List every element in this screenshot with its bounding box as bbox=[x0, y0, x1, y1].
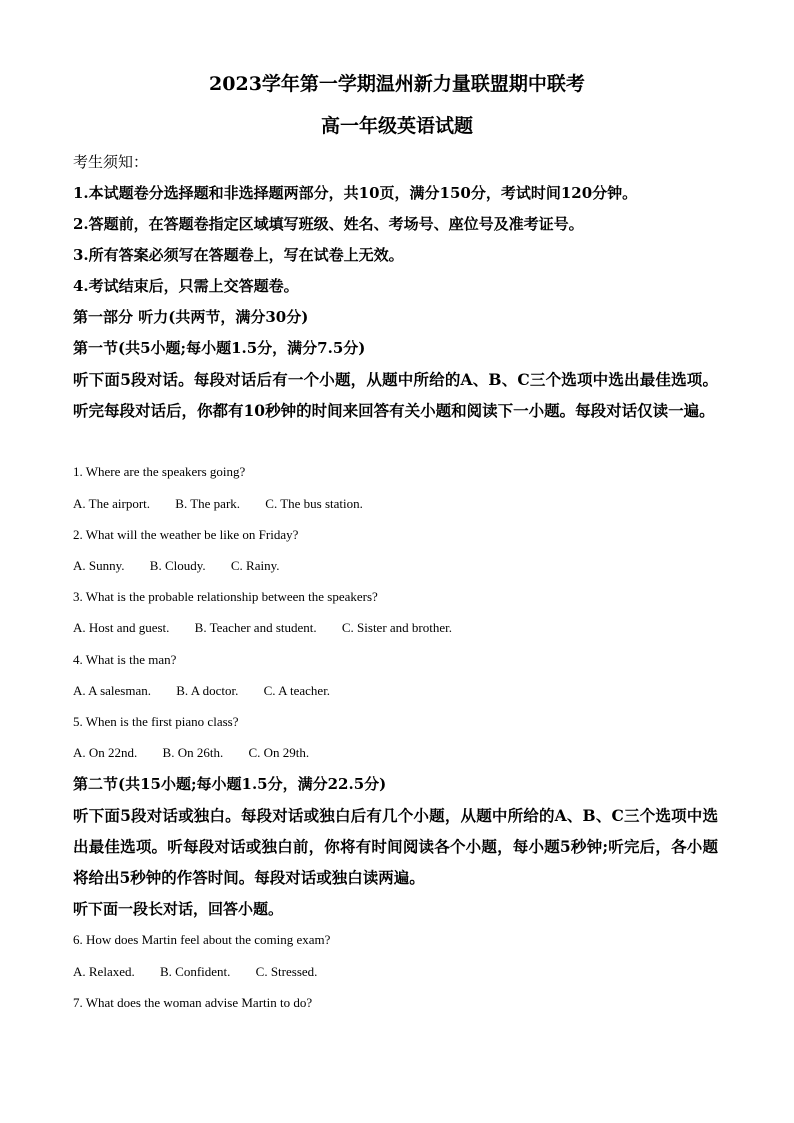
option: B. A doctor. bbox=[176, 683, 239, 698]
question-text: 3. What is the probable relationship between the speakers? bbox=[73, 589, 378, 604]
section1-heading: 第一节(共5小题;每小题1.5分，满分7.5分) bbox=[73, 339, 366, 357]
notice-heading: 考生须知： bbox=[73, 153, 149, 171]
part1-heading: 第一部分 听力(共两节，满分30分) bbox=[73, 308, 309, 326]
notice-item: 1.本试题卷分选择题和非选择题两部分，共10页，满分150分，考试时间120分钟。 bbox=[73, 184, 638, 202]
option: A. Relaxed. bbox=[73, 964, 135, 979]
option: B. The park. bbox=[175, 496, 241, 511]
notice-item: 3.所有答案必须写在答题卷上，写在试卷上无效。 bbox=[73, 246, 404, 264]
option: C. The bus station. bbox=[265, 496, 363, 511]
option: A. A salesman. bbox=[73, 683, 151, 698]
exam-subtitle: 高一年级英语试题 bbox=[320, 115, 473, 137]
question-options bbox=[73, 744, 309, 762]
question-options bbox=[73, 963, 317, 981]
option: C. Sister and brother. bbox=[341, 620, 453, 635]
question-text: 2. What will the weather be like on Friday? bbox=[73, 527, 299, 542]
option: C. Stressed. bbox=[255, 964, 318, 979]
question-options bbox=[73, 682, 330, 700]
option: A. On 22nd. bbox=[73, 745, 138, 760]
question-text: 7. What does the woman advise Martin to do? bbox=[73, 995, 313, 1010]
section1-instructions: 听下面5段对话。每段对话后有一个小题，从题中所给的A、B、C三个选项中选出最佳选项。听完每段对话后，你都有10秒钟的时间来回答有关小题和阅读下一小题。每段对话仅读一遍。 bbox=[73, 370, 718, 420]
option: B. Teacher and student. bbox=[194, 620, 317, 635]
option: A. The airport. bbox=[73, 496, 151, 511]
option: A. Host and guest. bbox=[73, 620, 170, 635]
option: B. Cloudy. bbox=[149, 558, 206, 573]
section2-instructions: 听下面5段对话或独白。每段对话或独白后有几个小题，从题中所给的A、B、C三个选项中选出最佳选项。听每段对话或独白前，你将有时间阅读各个小题，每小题5秒钟;听完后，各小题将给出5秒钟的作答时间。每段对话或独白读两遍。 bbox=[73, 806, 718, 887]
question-options bbox=[73, 557, 280, 575]
option: C. Rainy. bbox=[230, 558, 280, 573]
option: A. Sunny. bbox=[73, 558, 125, 573]
section2-heading: 第二节(共15小题;每小题1.5分，满分22.5分) bbox=[73, 775, 387, 793]
notice-item: 4.考试结束后，只需上交答题卷。 bbox=[73, 277, 299, 295]
exam-title: 2023学年第一学期温州新力量联盟期中联考 bbox=[209, 73, 585, 95]
section2-prompt: 听下面一段长对话，回答小题。 bbox=[73, 900, 284, 918]
notice-item: 2.答题前，在答题卷指定区域填写班级、姓名、考场号、座位号及准考证号。 bbox=[73, 215, 584, 233]
option: C. A teacher. bbox=[263, 683, 331, 698]
question-options bbox=[73, 495, 363, 513]
question-text: 4. What is the man? bbox=[73, 652, 177, 667]
option: B. Confident. bbox=[159, 964, 231, 979]
question-text: 1. Where are the speakers going? bbox=[73, 464, 246, 479]
question-text: 5. When is the first piano class? bbox=[73, 714, 239, 729]
question-text: 6. How does Martin feel about the coming exam? bbox=[73, 932, 331, 947]
option: C. On 29th. bbox=[248, 745, 310, 760]
question-options bbox=[73, 619, 452, 637]
option: B. On 26th. bbox=[162, 745, 224, 760]
